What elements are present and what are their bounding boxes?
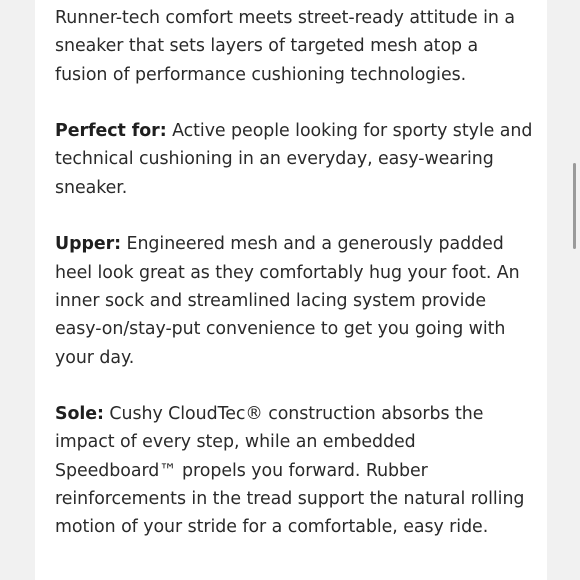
left-margin (0, 0, 35, 580)
upper-body: Engineered mesh and a generously padded heel look great as they comfortably hug your foot. An inner sock and streamlined lacing system provide easy-on/stay-put convenience to get you going with your day. (55, 234, 520, 368)
upper-paragraph (55, 230, 535, 371)
description-text (55, 4, 535, 570)
scrollbar-thumb[interactable] (573, 163, 576, 249)
description-panel[interactable] (35, 0, 547, 580)
upper-heading: Upper: (55, 234, 122, 255)
perfect-for-paragraph (55, 117, 535, 202)
perfect-for-body: Active people looking for sporty style and technical cushioning in an everyday, easy-wearing sneaker. (55, 121, 533, 198)
sole-paragraph (55, 400, 535, 541)
sole-heading: Sole: (55, 404, 104, 425)
sole-body: Cushy CloudTec® construction absorbs the impact of every step, while an embedded Speedboard™ propels you forward. Rubber reinforcements in the tread support the natural rolling motion of your stride for a comfortable, easy ride. (55, 404, 525, 538)
intro-paragraph: Runner-tech comfort meets street-ready attitude in a sneaker that sets layers of targeted mesh atop a fusion of performance cushioning technologies. (55, 8, 515, 85)
perfect-for-heading: Perfect for: (55, 121, 167, 142)
vertical-scrollbar[interactable] (570, 0, 578, 580)
